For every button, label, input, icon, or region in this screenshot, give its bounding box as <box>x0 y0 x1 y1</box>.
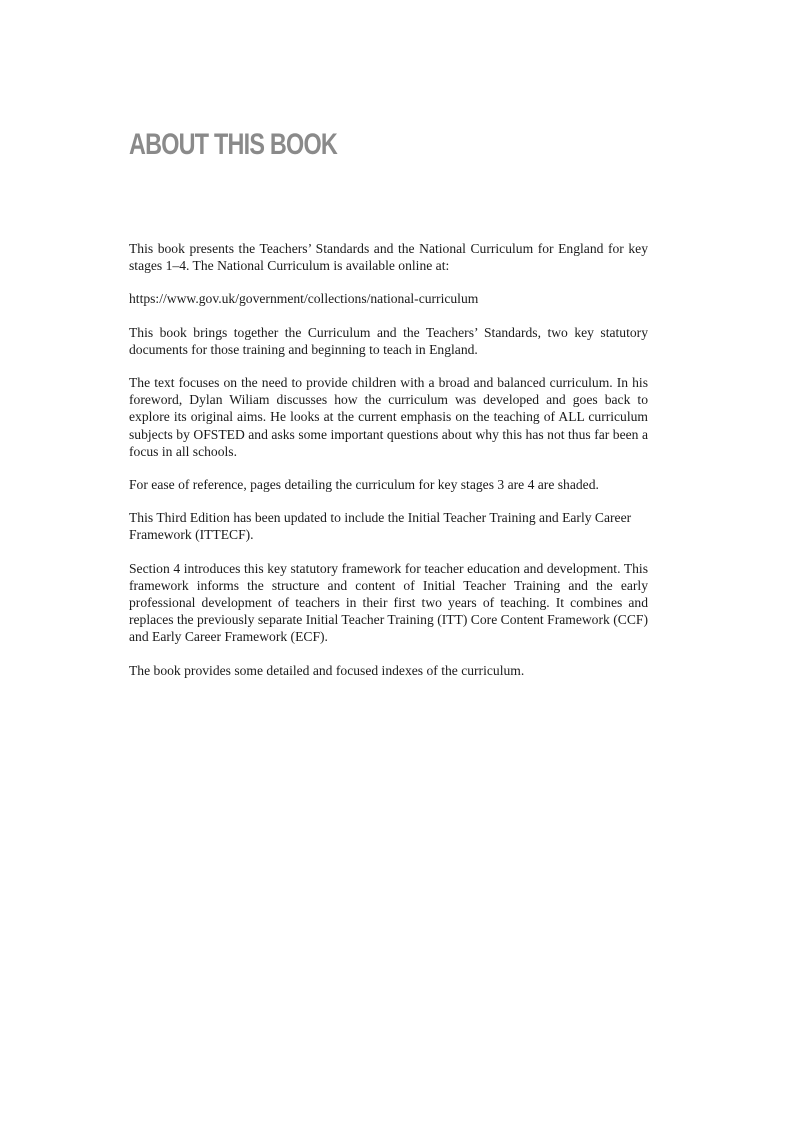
paragraph-curriculum-standards: This book brings together the Curriculum and the Teachers’ Standards, two key statutory documents for those training and beginning to teach in England. <box>129 324 648 357</box>
paragraph-indexes: The book provides some detailed and focused indexes of the curriculum. <box>129 662 525 678</box>
body-text <box>129 240 648 695</box>
page-title: ABOUT THIS BOOK <box>129 128 338 161</box>
paragraph-section-4: Section 4 introduces this key statutory framework for teacher education and development. This framework informs the structure and content of Initial Teacher Training and the early professional development of teachers in their first two years of teaching. It combines and replaces the previously separate Initial Teacher Training (ITT) Core Content Framework (CCF) and Early Career Framework (ECF). <box>129 560 648 645</box>
paragraph-url: https://www.gov.uk/government/collections/national-curriculum <box>129 291 479 307</box>
paragraph-third-edition: This Third Edition has been updated to include the Initial Teacher Training and Early Career Framework (ITTECF). <box>129 510 632 543</box>
paragraph-shading-note: For ease of reference, pages detailing the curriculum for key stages 3 are 4 are shaded. <box>129 477 599 493</box>
paragraph-foreword: The text focuses on the need to provide children with a broad and balanced curriculum. In his foreword, Dylan Wiliam discusses how the curriculum was developed and goes back to explore its original aims. He looks at the current emphasis on the teaching of ALL curriculum subjects by OFSTED and asks some important questions about why this has not thus far been a focus in all schools. <box>129 375 648 459</box>
paragraph-intro: This book presents the Teachers’ Standards and the National Curriculum for England for key stages 1–4. The National Curriculum is available online at: <box>129 241 648 274</box>
